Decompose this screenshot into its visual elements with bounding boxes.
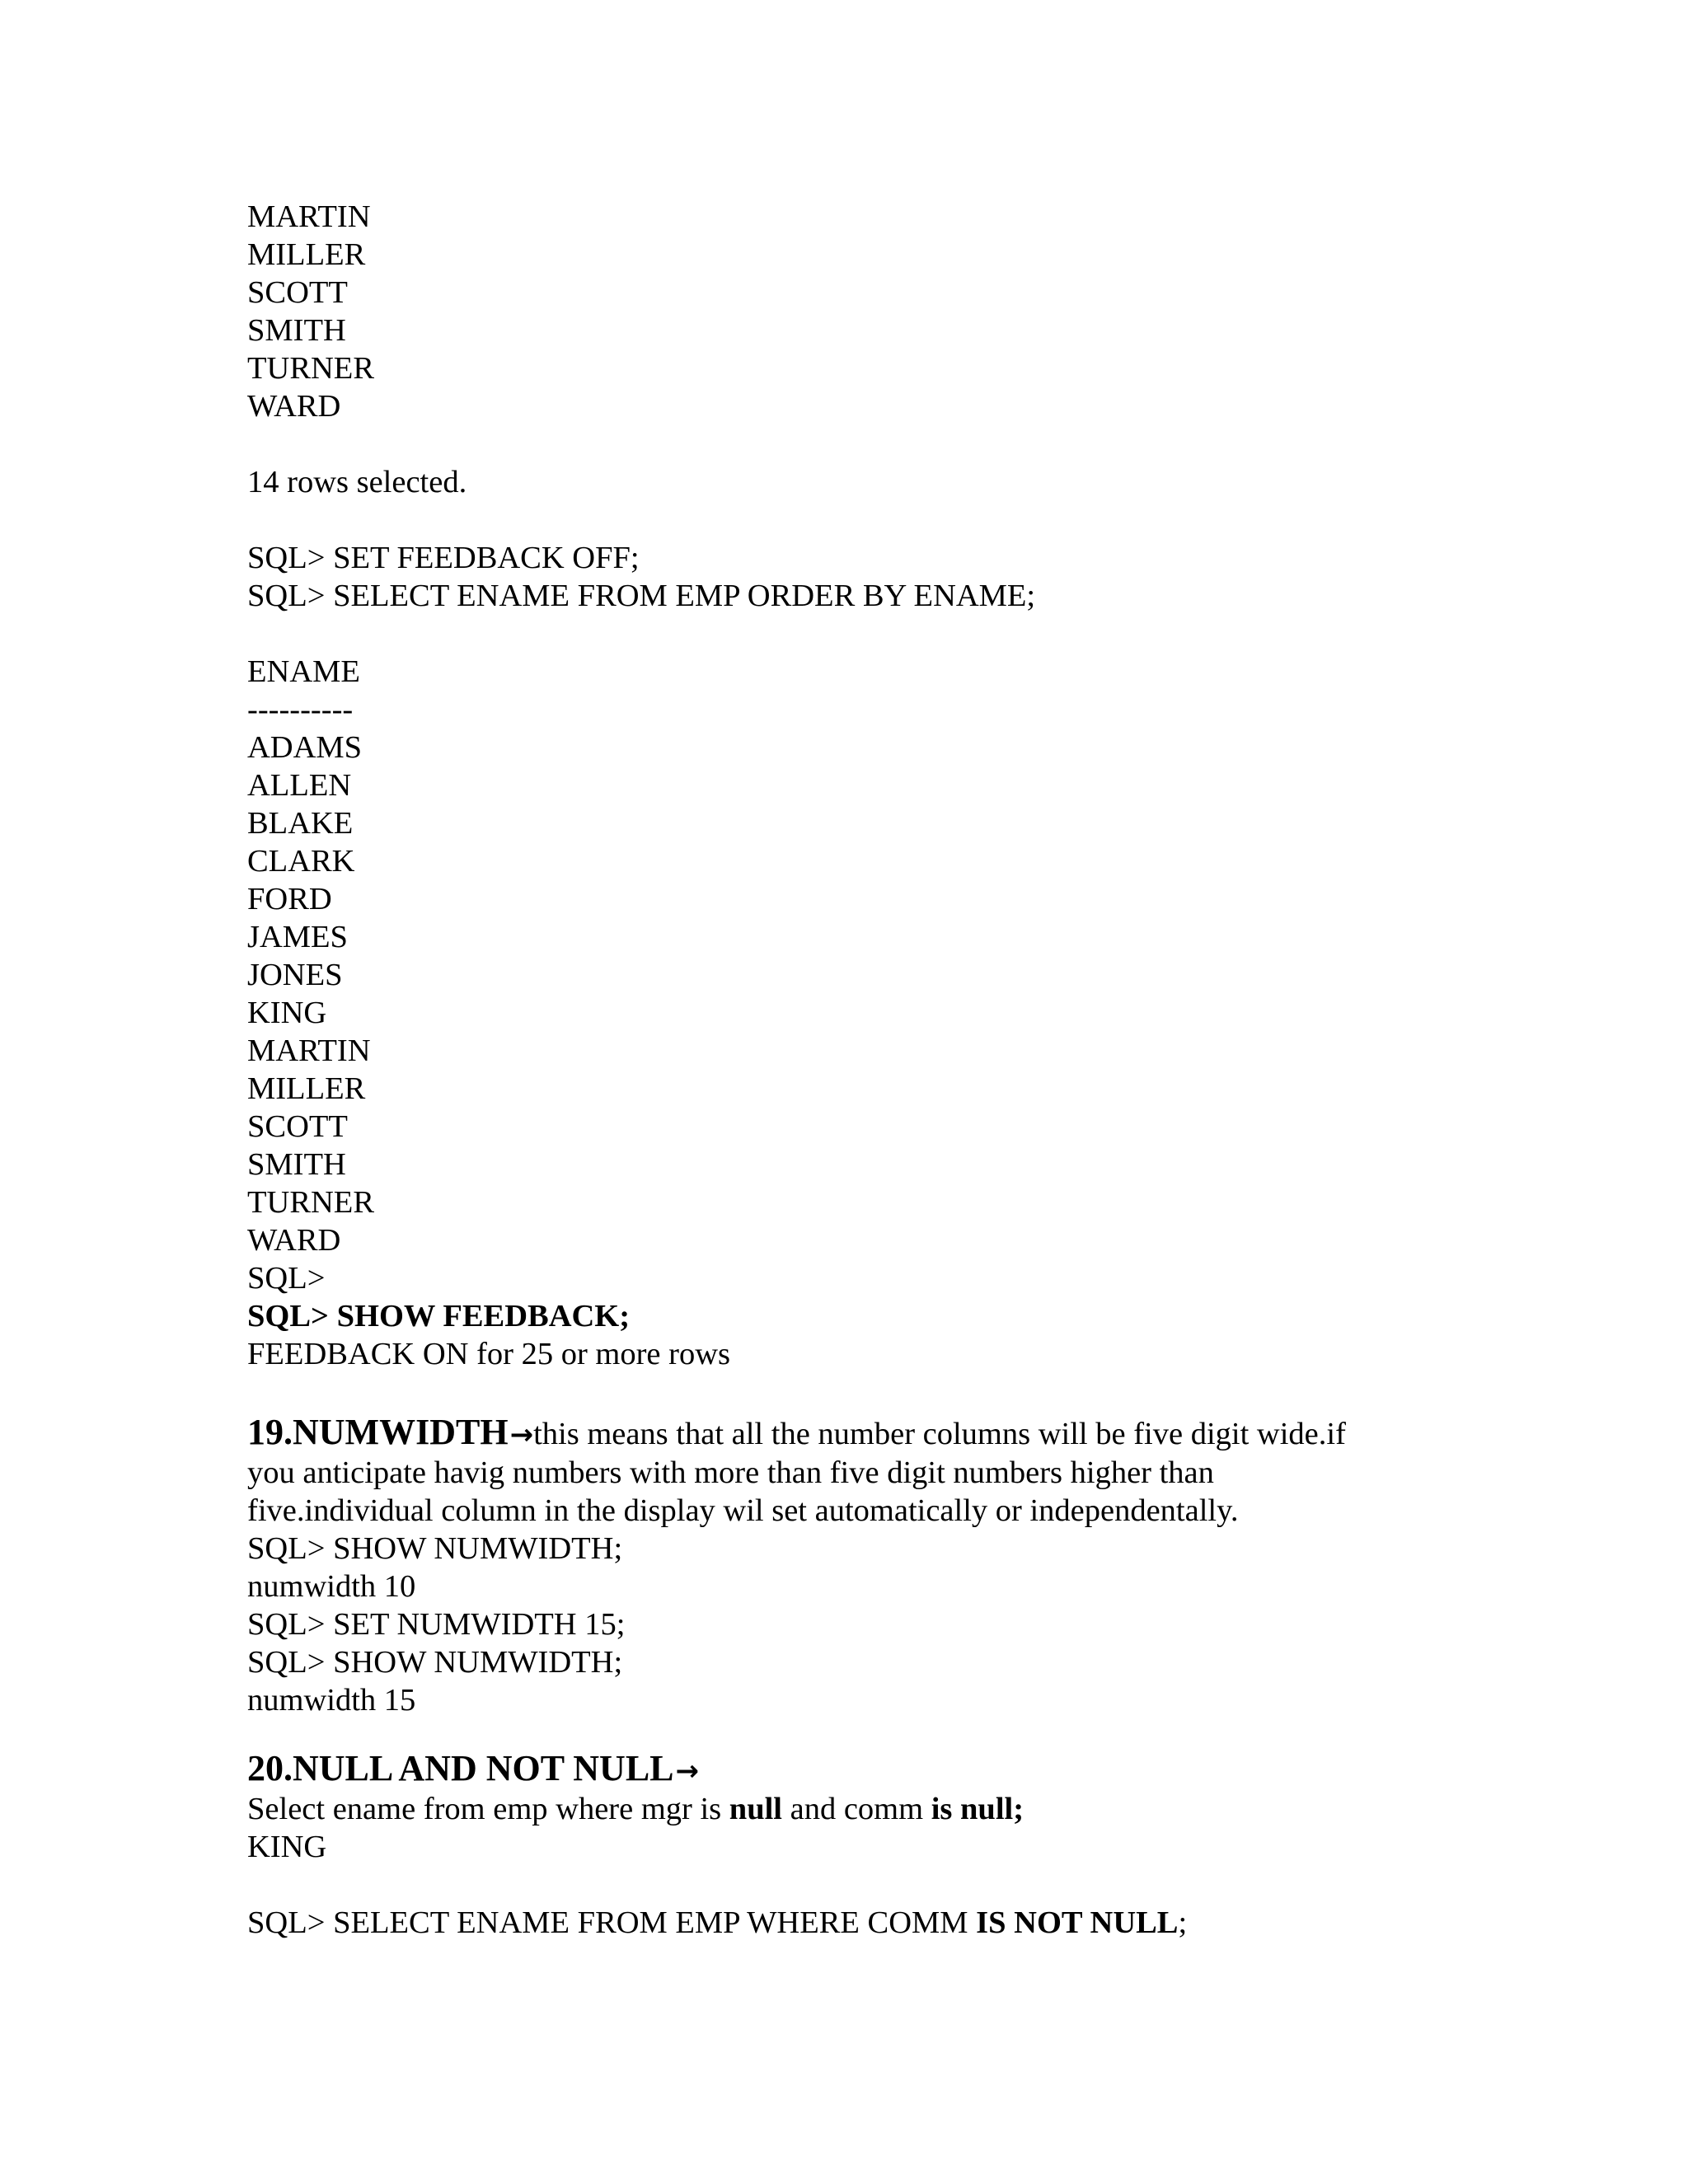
section-19-heading-row: [247, 1411, 1533, 1454]
list-item: BLAKE: [247, 806, 354, 841]
list-item: JAMES: [247, 920, 348, 954]
sql-line: SQL> SET NUMWIDTH 15;: [247, 1607, 626, 1642]
section-19-heading: 19.NUMWIDTH: [247, 1412, 509, 1452]
list-item: MILLER: [247, 1071, 366, 1106]
sql-command-select: SQL> SELECT ENAME FROM EMP ORDER BY ENAME;: [247, 579, 1036, 613]
column-header: ENAME: [247, 654, 360, 689]
section-19-desc-2: you anticipate havig numbers with more than five digit numbers higher than: [247, 1455, 1214, 1490]
section-19-desc-1: this means that all the number columns will be five digit wide.if: [533, 1417, 1346, 1451]
section-20-query-1: [247, 1790, 1533, 1828]
list-item: MILLER: [247, 237, 366, 272]
arrow-right-icon: →: [675, 1755, 700, 1788]
sql-line: SQL> SHOW NUMWIDTH;: [247, 1531, 623, 1566]
list-item: SCOTT: [247, 1109, 348, 1144]
query-text: and comm: [782, 1792, 931, 1826]
list-item: KING: [247, 996, 327, 1030]
sql-command-feedback-off: SQL> SET FEEDBACK OFF;: [247, 541, 640, 575]
list-item: CLARK: [247, 844, 355, 879]
list-item: ADAMS: [247, 730, 363, 765]
sql-prompt-empty: SQL>: [247, 1261, 326, 1296]
query-keyword: null: [729, 1792, 782, 1826]
sql-command-show-feedback: SQL> SHOW FEEDBACK;: [247, 1299, 631, 1333]
sql-line: SQL> SHOW NUMWIDTH;: [247, 1645, 623, 1680]
feedback-result: FEEDBACK ON for 25 or more rows: [247, 1337, 730, 1371]
query-text: SQL> SELECT ENAME FROM EMP WHERE COMM: [247, 1905, 977, 1940]
sql-line: numwidth 15: [247, 1683, 416, 1718]
section-20-query-2: [247, 1904, 1533, 1942]
list-item: SMITH: [247, 313, 346, 348]
arrow-right-icon: →: [509, 1418, 534, 1451]
query-keyword: IS NOT NULL: [976, 1905, 1179, 1940]
list-item: MARTIN: [247, 1033, 371, 1068]
query-keyword: is null;: [931, 1792, 1025, 1826]
query-text: Select ename from emp where mgr is: [247, 1792, 729, 1826]
list-item: SCOTT: [247, 275, 348, 310]
list-item: ALLEN: [247, 768, 352, 803]
rows-selected-text: 14 rows selected.: [247, 465, 467, 499]
section-20-heading-row: [247, 1747, 1533, 1790]
block1-name-list: [247, 198, 1533, 425]
query-text: ;: [1178, 1905, 1188, 1940]
column-separator: ----------: [247, 692, 354, 727]
list-item: JONES: [247, 958, 343, 992]
section-20-heading: 20.NULL AND NOT NULL: [247, 1748, 674, 1788]
list-item: TURNER: [247, 1185, 374, 1220]
list-item: WARD: [247, 389, 341, 424]
list-item: SMITH: [247, 1147, 346, 1182]
document-page: [247, 198, 1533, 1942]
section-19-desc-3: five.individual column in the display wil set automatically or independentally.: [247, 1493, 1239, 1528]
list-item: TURNER: [247, 351, 374, 386]
sql-line: numwidth 10: [247, 1569, 416, 1604]
list-item: WARD: [247, 1223, 341, 1258]
list-item: FORD: [247, 882, 332, 916]
section-20-result: KING: [247, 1830, 327, 1864]
list-item: MARTIN: [247, 199, 371, 234]
block2-name-list: [247, 729, 1533, 1259]
